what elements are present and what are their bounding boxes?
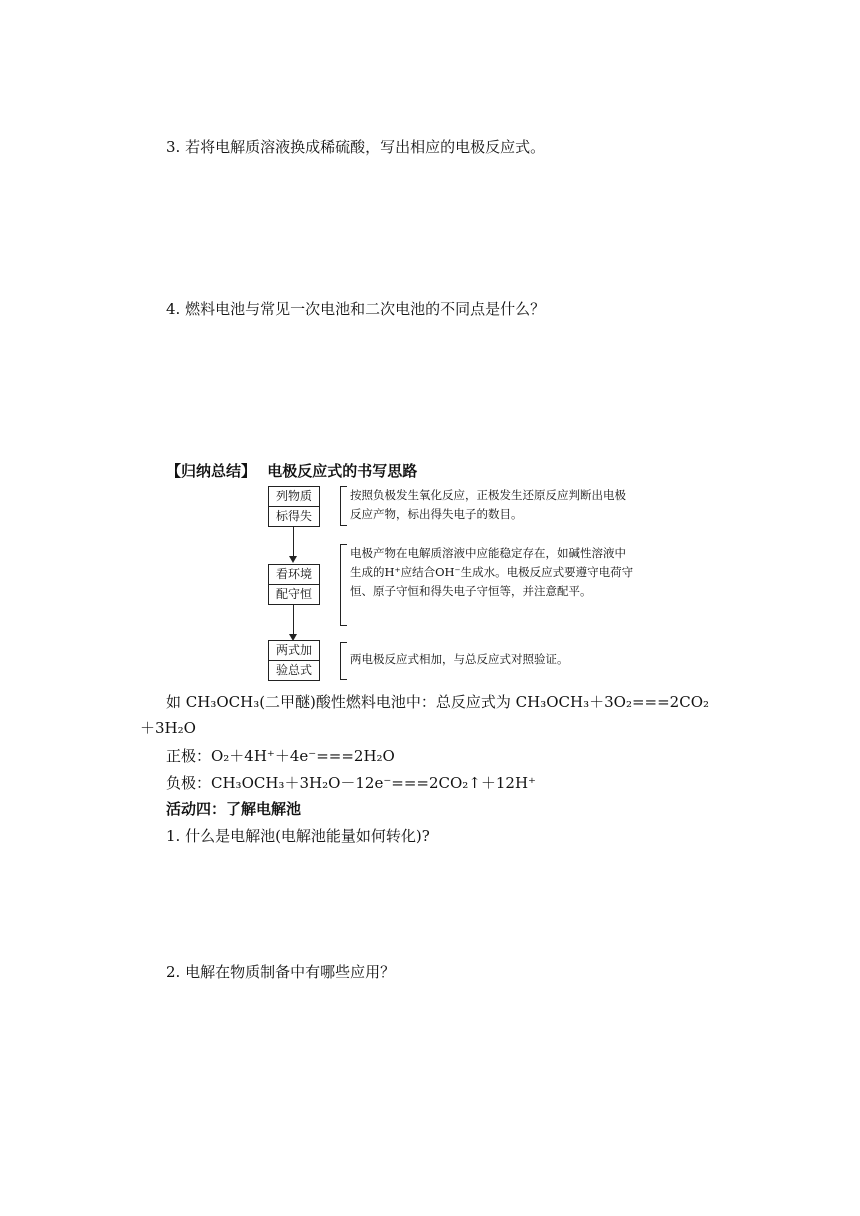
flow-arrow-line-2 (293, 604, 294, 636)
step-box-3 (268, 640, 320, 681)
step-2-description: 电极产物在电解质溶液中应能稳定存在，如碱性溶液中生成的H⁺应结合OH⁻生成水。电极反应式要遵守电荷守恒、原子守恒和得失电子守恒等，并注意配平。 (350, 546, 634, 598)
positive-electrode-equation: 正极：O₂＋4H⁺＋4e⁻===2H₂O (166, 747, 395, 765)
step-1-line1: 列物质 (275, 489, 312, 503)
step-3-line2: 验总式 (269, 660, 319, 680)
activity-4-question-2: 2. 电解在物质制备中有哪些应用？ (166, 963, 396, 981)
step-1-bracket (340, 486, 347, 526)
question-4: 4. 燃料电池与常见一次电池和二次电池的不同点是什么？ (166, 300, 546, 318)
activity-4-title: 活动四：了解电解池 (166, 800, 302, 818)
step-2-bracket (340, 544, 347, 626)
summary-heading-title: 电极反应式的书写思路 (267, 462, 418, 480)
example-line-1: 如 CH₃OCH₃(二甲醚)酸性燃料电池中：总反应式为 CH₃OCH₃＋3O₂===2CO₂ (166, 693, 710, 711)
flow-arrow-line-1 (293, 526, 294, 558)
activity-4-question-1: 1. 什么是电解池(电解池能量如何转化)? (166, 827, 430, 845)
step-box-2 (268, 564, 320, 605)
example-line-2: ＋3H₂O (140, 719, 196, 737)
summary-heading-bracket: 【归纳总结】 (166, 462, 257, 480)
writing-steps-flowchart (268, 484, 638, 682)
negative-electrode-equation: 负极：CH₃OCH₃＋3H₂O－12e⁻===2CO₂↑＋12H⁺ (166, 774, 536, 792)
flow-arrow-head-1 (289, 556, 297, 563)
question-3: 3. 若将电解质溶液换成稀硫酸，写出相应的电极反应式。 (166, 138, 546, 156)
step-1-description: 按照负极发生氧化反应，正极发生还原反应判断出电极反应产物，标出得失电子的数目。 (350, 488, 626, 521)
step-2-line2: 配守恒 (269, 584, 319, 604)
step-3-line1: 两式加 (275, 643, 312, 657)
step-2-line1: 看环境 (275, 567, 312, 581)
step-1-line2: 标得失 (269, 506, 319, 526)
summary-heading (166, 460, 417, 481)
step-3-description: 两电极反应式相加，与总反应式对照验证。 (350, 652, 569, 666)
step-3-bracket (340, 642, 347, 680)
step-box-1 (268, 486, 320, 527)
